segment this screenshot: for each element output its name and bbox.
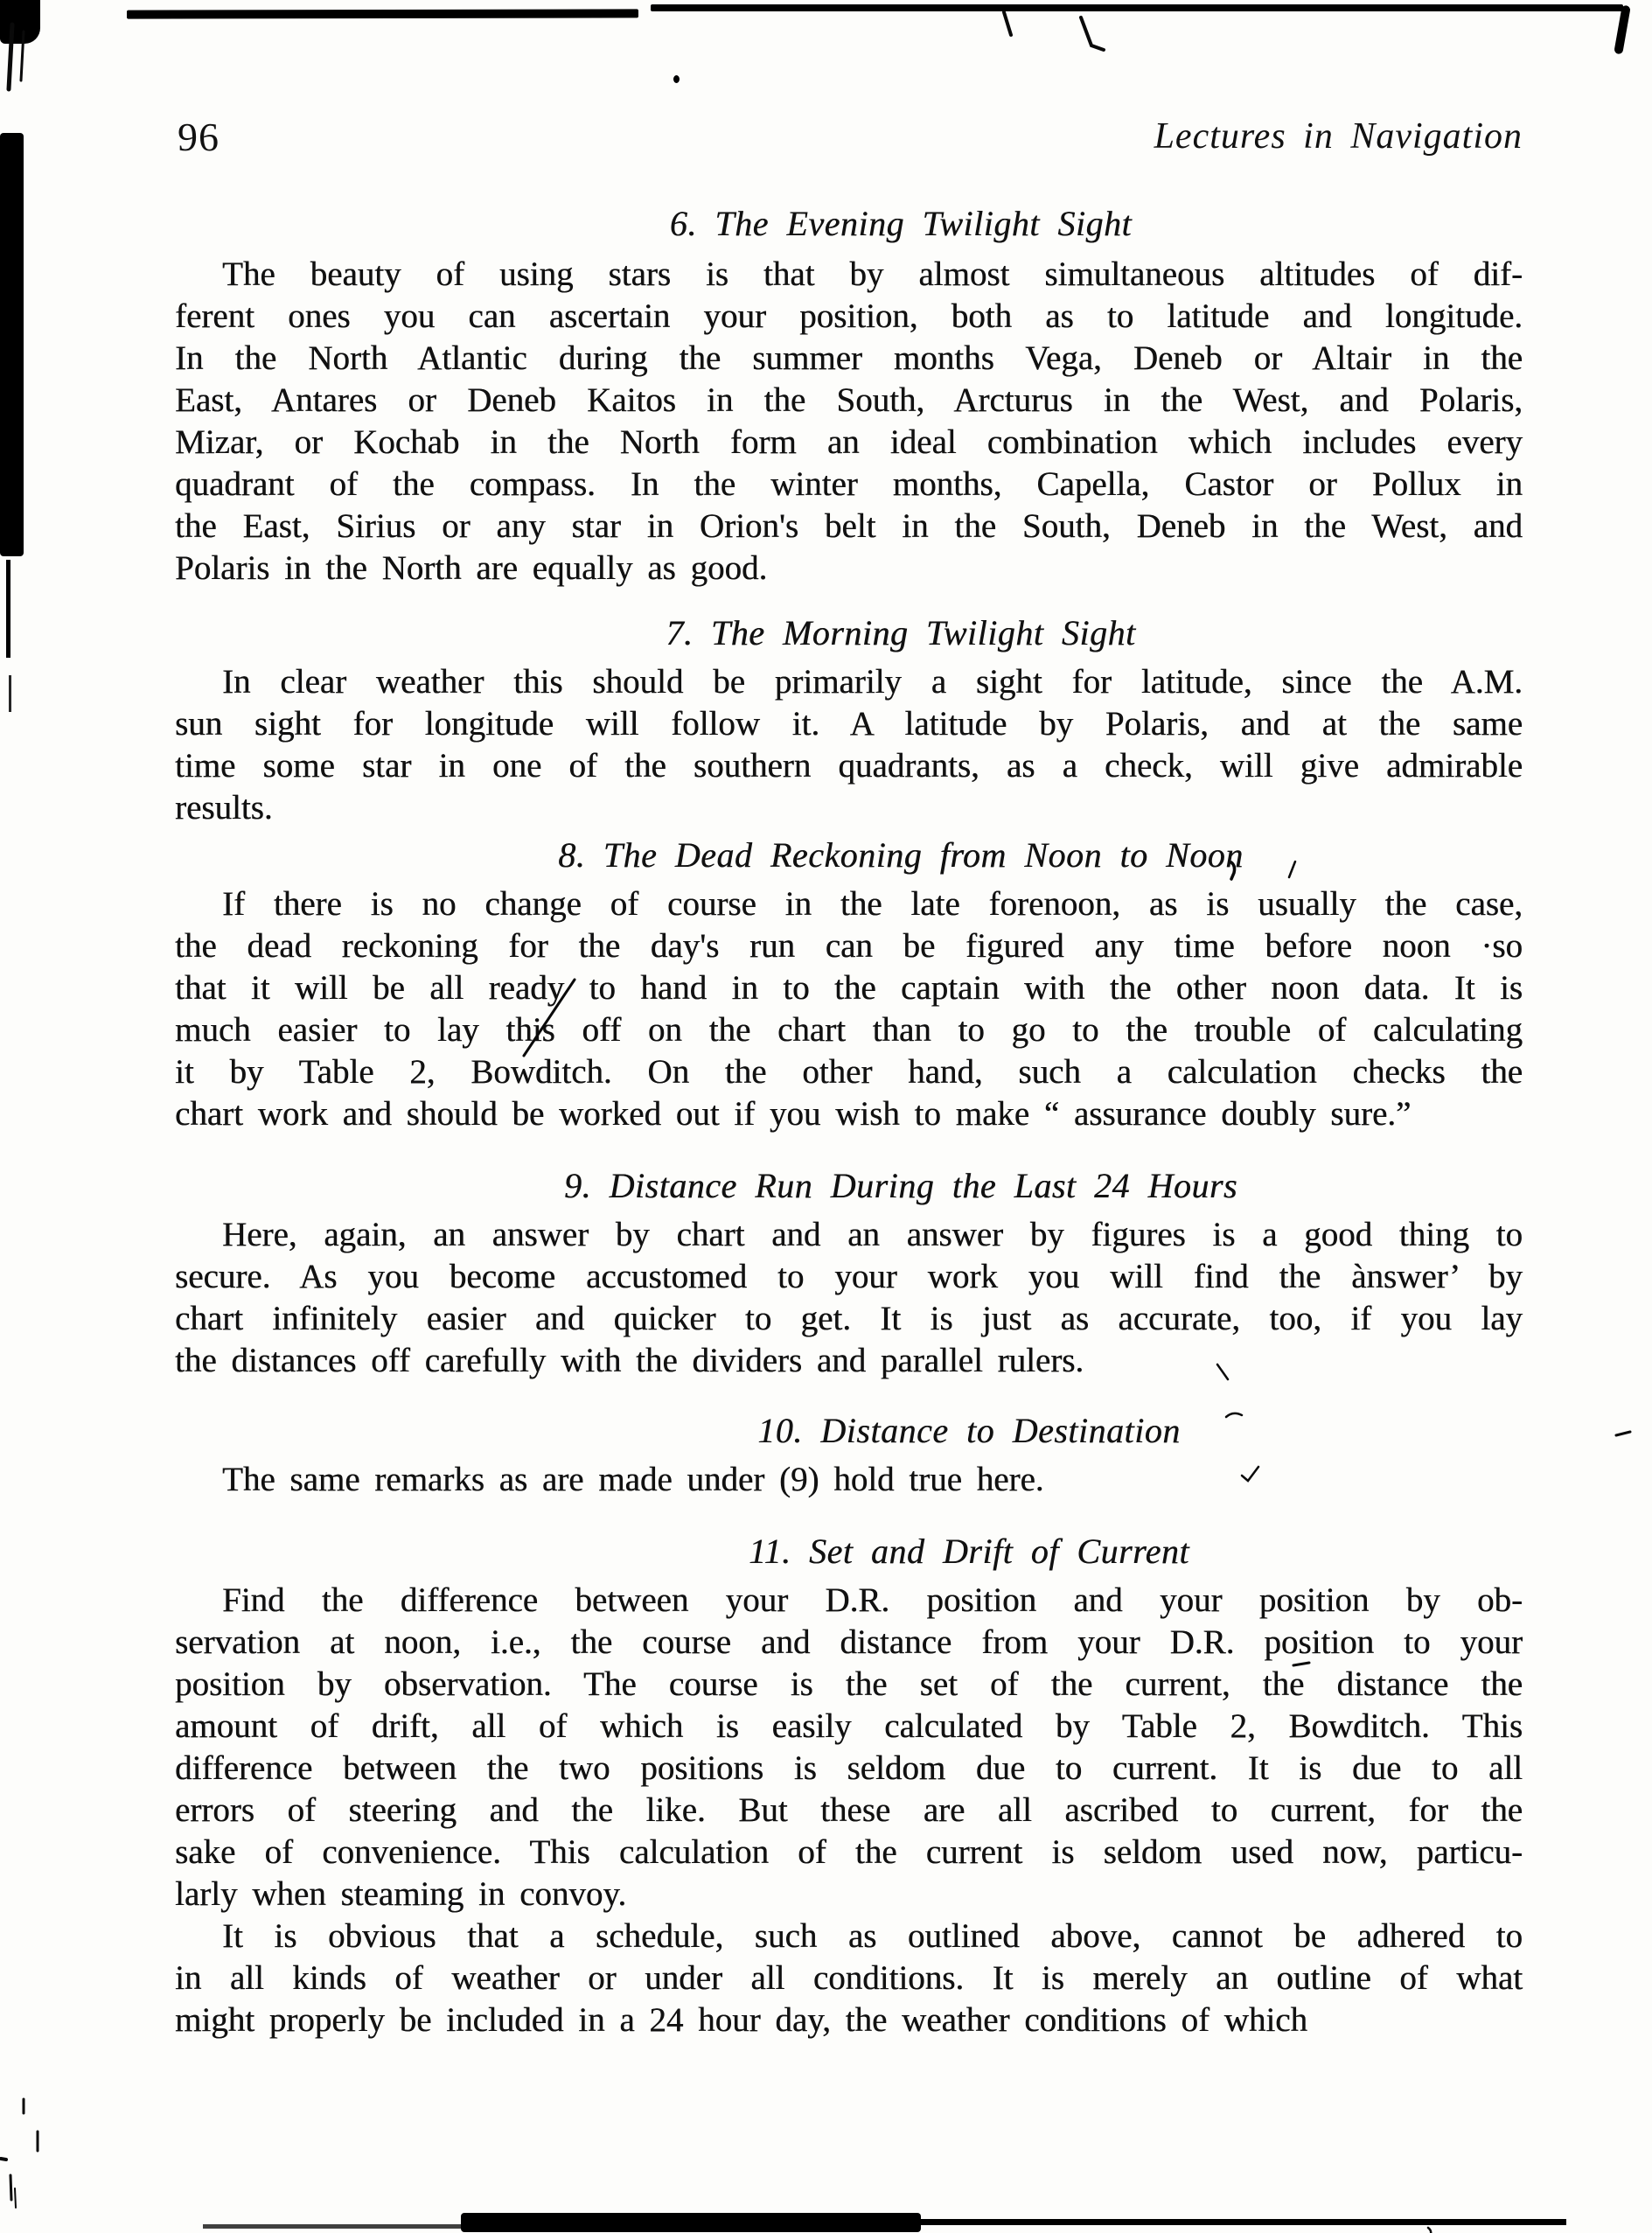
text-line: It is obvious that a schedule, such as outlined above, cannot be adhered to	[222, 1917, 1523, 1955]
section-heading-6: 6. The Evening Twilight Sight	[669, 204, 1133, 243]
text-line: larly when steaming in convoy.	[175, 1875, 627, 1913]
scan-artifact-left-corner-blob	[0, 0, 40, 44]
text-line: difference between the two positions is seldom due to current. It is due to all	[175, 1749, 1523, 1787]
text-line: position by observation. The course is the set of the current, the distance the	[175, 1665, 1523, 1703]
text-line: Find the difference between your D.R. position and your position by ob-	[222, 1581, 1523, 1619]
scan-artifact-left-edge-tail-2	[9, 675, 11, 712]
scan-artifact-bottom-thin-left	[203, 2224, 462, 2229]
text-line: amount of drift, all of which is easily calculated by Table 2, Bowditch. This	[175, 1707, 1523, 1745]
scan-artifact-left-edge-bar	[0, 133, 24, 556]
scan-artifact-top-corner	[1614, 5, 1631, 55]
paragraph-8	[175, 883, 1523, 1135]
text-line: that it will be all ready to hand in to the captain with the other noon data. It is	[175, 969, 1523, 1007]
section-heading-7: 7. The Morning Twilight Sight	[666, 613, 1136, 652]
paragraph-10	[175, 1459, 1523, 1501]
scan-artifact-ink-dot	[673, 75, 680, 83]
text-line: The beauty of using stars is that by almost simultaneous altitudes of dif-	[222, 255, 1523, 293]
text-line: results.	[175, 789, 273, 827]
text-line: East, Antares or Deneb Kaitos in the South, Arcturus in the West, and Polaris,	[175, 381, 1523, 419]
text-line: Here, again, an answer by chart and an answer by figures is a good thing to	[222, 1216, 1523, 1253]
paragraph-11-b	[175, 1915, 1523, 2041]
text-line: If there is no change of course in the late forenoon, as is usually the case,	[222, 885, 1523, 923]
text-line: Mizar, or Kochab in the North form an ideal combination which includes every	[175, 423, 1523, 461]
section-heading-10: 10. Distance to Destination	[757, 1411, 1181, 1450]
paragraph-7	[175, 661, 1523, 829]
paragraph-9	[175, 1214, 1523, 1382]
text-line: Polaris in the North are equally as good.	[175, 549, 768, 587]
scan-artifact-bottom-thin-right	[921, 2219, 1566, 2225]
text-line: in all kinds of weather or under all conditions. It is merely an outline of what	[175, 1959, 1523, 1997]
text-line: might properly be included in a 24 hour day, the weather conditions of which	[175, 2001, 1307, 2039]
text-line: the dead reckoning for the day's run can be figured any time before noon ·so	[175, 927, 1523, 965]
text-line: sun sight for longitude will follow it. A latitude by Polaris, and at the same	[175, 705, 1523, 743]
scan-artifact-left-edge-tail	[6, 560, 10, 658]
section-heading-11: 11. Set and Drift of Current	[749, 1532, 1189, 1571]
text-line: In the North Atlantic during the summer months Vega, Deneb or Altair in the	[175, 339, 1523, 377]
text-line: time some star in one of the southern quadrants, as a check, will give admirable	[175, 747, 1523, 785]
paragraph-6	[175, 254, 1523, 590]
running-title: Lectures in Navigation	[1154, 116, 1523, 157]
scan-artifact-bottom-bar	[461, 2213, 921, 2232]
scan-artifact-top-edge-right	[651, 4, 1623, 11]
text-line: secure. As you become accustomed to your work you will find the ànswer’ by	[175, 1258, 1523, 1295]
text-line: chart infinitely easier and quicker to get. It is just as accurate, too, if you lay	[175, 1300, 1523, 1337]
page-number: 96	[178, 115, 220, 159]
text-line: errors of steering and the like. But these are all ascribed to current, for the	[175, 1791, 1523, 1829]
text-line: it by Table 2, Bowditch. On the other hand, such a calculation checks the	[175, 1053, 1523, 1091]
text-line: much easier to lay this off on the chart than to go to the trouble of calculating	[175, 1011, 1523, 1049]
text-line: The same remarks as are made under (9) hold true here.	[222, 1461, 1044, 1498]
text-line: In clear weather this should be primarily a sight for latitude, since the A.M.	[222, 663, 1523, 701]
section-heading-9: 9. Distance Run During the Last 24 Hours	[564, 1166, 1237, 1205]
paragraph-11-a	[175, 1580, 1523, 1915]
text-line: the East, Sirius or any star in Orion's belt in the South, Deneb in the West, and	[175, 507, 1523, 545]
scan-artifact-top-edge-left	[127, 9, 638, 18]
text-line: sake of convenience. This calculation of the current is seldom used now, particu-	[175, 1833, 1523, 1871]
text-line: the distances off carefully with the dividers and parallel rulers.	[175, 1342, 1084, 1379]
section-heading-8: 8. The Dead Reckoning from Noon to Noon	[558, 835, 1244, 875]
text-line: chart work and should be worked out if you wish to make “ assurance doubly sure.”	[175, 1095, 1412, 1133]
text-line: servation at noon, i.e., the course and distance from your D.R. position to your	[175, 1623, 1523, 1661]
text-line: ferent ones you can ascertain your position, both as to latitude and longitude.	[175, 297, 1523, 335]
text-line: quadrant of the compass. In the winter months, Capella, Castor or Pollux in	[175, 465, 1523, 503]
